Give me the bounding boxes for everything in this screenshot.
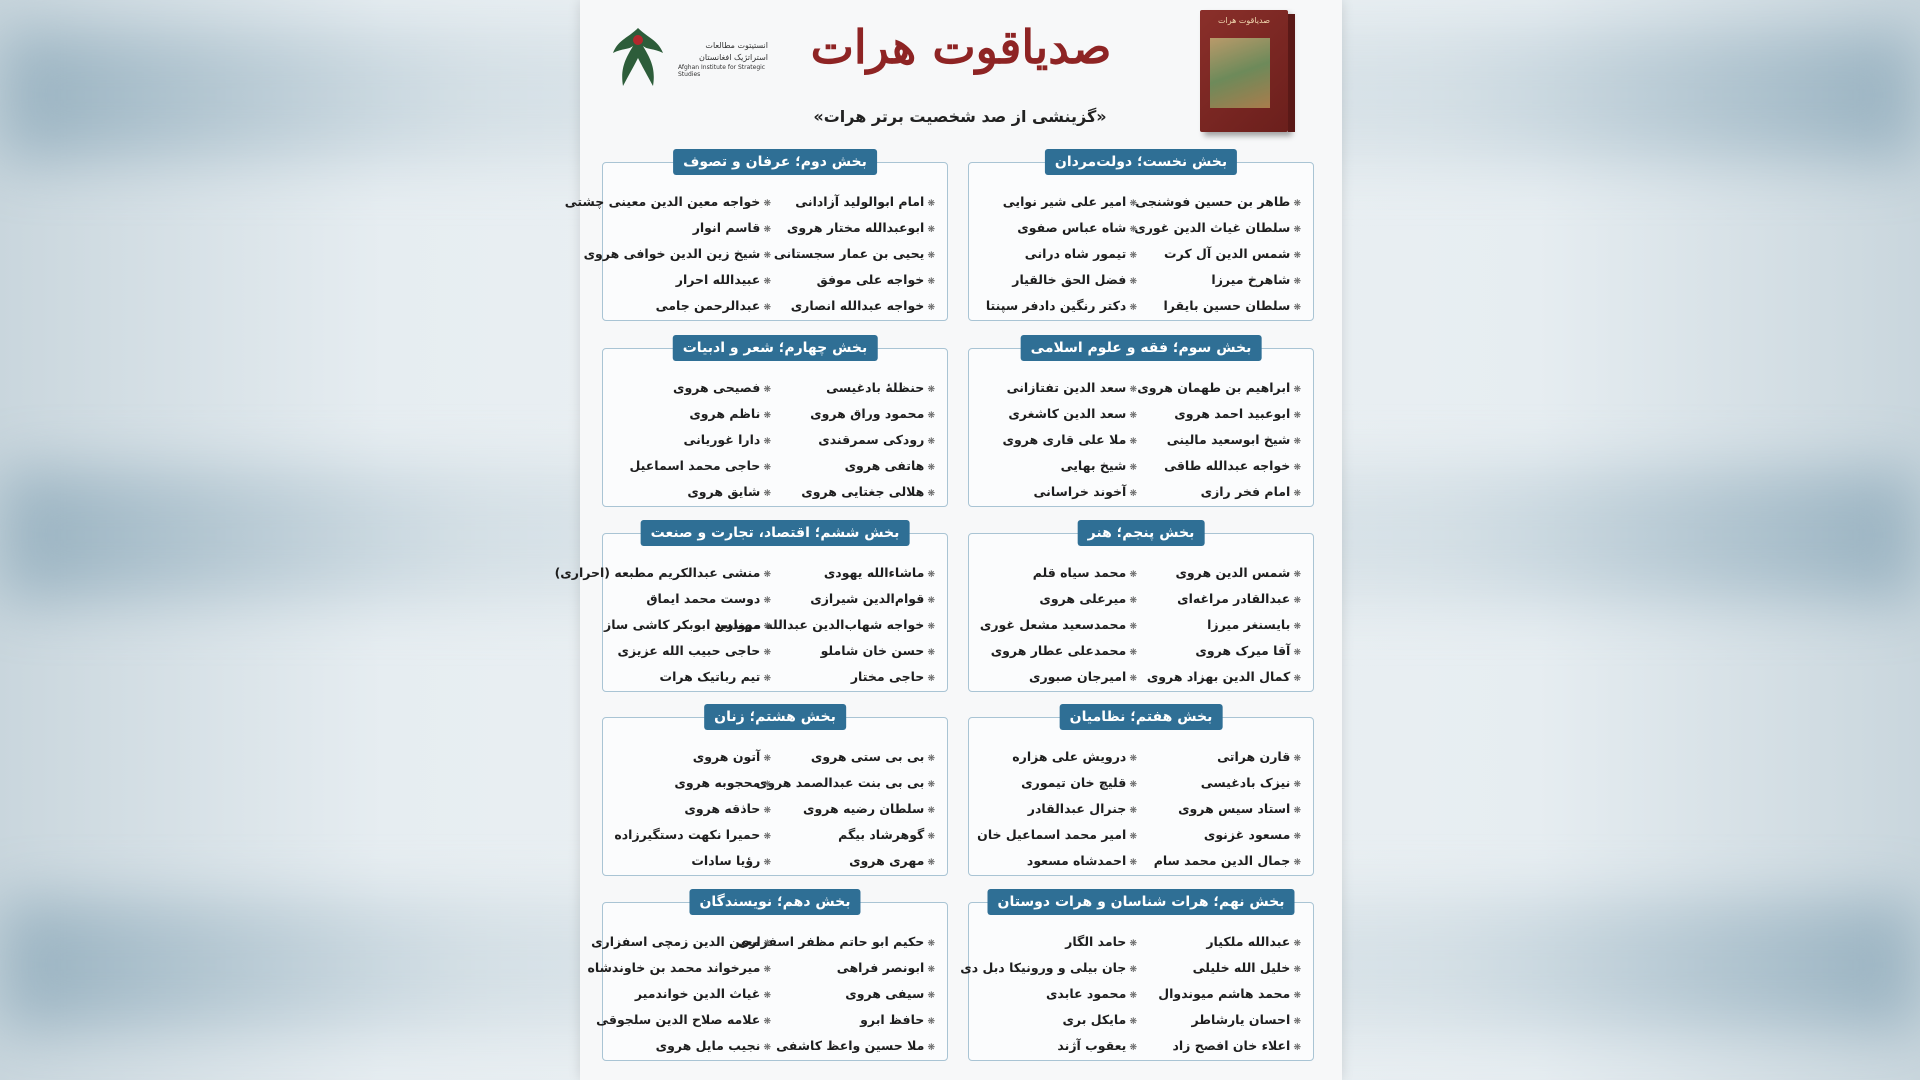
section-column bbox=[587, 929, 771, 1059]
person-name: ❋ قارن هراتی bbox=[1135, 744, 1301, 770]
person-name: ❋ امام فخر رازی bbox=[1135, 479, 1301, 505]
book-cover-title: صدیاقوت هرات bbox=[1217, 16, 1271, 25]
person-name: ❋ محمود عابدی bbox=[971, 981, 1137, 1007]
person-name: ❋ مهری هروی bbox=[769, 848, 935, 874]
person-name: ❋ آخوند خراسانی bbox=[971, 479, 1137, 505]
person-name: ❋ ملا حسین واعظ کاشفی bbox=[769, 1033, 935, 1059]
section-column bbox=[1135, 929, 1301, 1059]
person-name: ❋ ابوعبدالله مختار هروی bbox=[769, 215, 935, 241]
person-name: ❋ حاذقه هروی bbox=[605, 796, 771, 822]
person-name: ❋ استاد سیس هروی bbox=[1135, 796, 1301, 822]
person-name: ❋ کمال الدین بهزاد هروی bbox=[1135, 664, 1301, 690]
section-title: بخش پنجم؛ هنر bbox=[1078, 520, 1205, 546]
person-name: ❋ محمدسعید مشعل غوری bbox=[971, 612, 1137, 638]
person-name: ❋ حنظلهٔ بادغیسی bbox=[769, 375, 935, 401]
person-name: ❋ طاهر بن حسین فوشنجی bbox=[1135, 189, 1301, 215]
person-name: ❋ سلطان حسین بایقرا bbox=[1135, 293, 1301, 319]
person-name: ❋ عبیدالله احرار bbox=[605, 267, 771, 293]
section-title: بخش دوم؛ عرفان و تصوف bbox=[673, 149, 877, 175]
person-name: ❋ هاتفی هروی bbox=[769, 453, 935, 479]
person-name: ❋ آتون هروی bbox=[605, 744, 771, 770]
section-column bbox=[971, 560, 1137, 690]
section-panel bbox=[968, 709, 1314, 876]
person-name: ❋ بایسنغر میرزا bbox=[1135, 612, 1301, 638]
person-name: ❋ درویش علی هزاره bbox=[971, 744, 1137, 770]
person-name: ❋ امیر محمد اسماعیل خان bbox=[971, 822, 1137, 848]
section-column bbox=[564, 189, 771, 319]
person-name: ❋ شایق هروی bbox=[605, 479, 771, 505]
person-name: ❋ هلالی جغتایی هروی bbox=[769, 479, 935, 505]
person-name: ❋ فضل الحق خالقیار bbox=[971, 267, 1137, 293]
section-column bbox=[960, 929, 1137, 1059]
poster-header bbox=[580, 0, 1342, 150]
person-name: ❋ سیفی هروی bbox=[769, 981, 935, 1007]
person-name: ❋ ملا علی قاری هروی bbox=[971, 427, 1137, 453]
person-name: ❋ دوست محمد ایماق bbox=[605, 586, 771, 612]
person-name: ❋ بی بی ستی هروی bbox=[769, 744, 935, 770]
person-name: ❋ حاجی مختار bbox=[769, 664, 935, 690]
section-column bbox=[1135, 744, 1301, 874]
section-column bbox=[971, 744, 1137, 874]
person-name: ❋ احسان یارشاطر bbox=[1135, 1007, 1301, 1033]
person-name: ❋ آقا میرک هروی bbox=[1135, 638, 1301, 664]
person-name: ❋ جان بیلی و ورونیکا دبل دی bbox=[971, 955, 1137, 981]
person-name: ❋ ناظم هروی bbox=[605, 401, 771, 427]
section-panel bbox=[960, 894, 1314, 1061]
person-name: ❋ قوام‌الدین شیرازی bbox=[769, 586, 935, 612]
person-name: ❋ دکتر رنگین دادفر سپنتا bbox=[971, 293, 1137, 319]
section-panel bbox=[968, 154, 1314, 321]
person-name: ❋ ابونصر فراهی bbox=[769, 955, 935, 981]
section-column bbox=[1135, 375, 1301, 505]
person-name: ❋ یحیی بن عمار سجستانی bbox=[769, 241, 935, 267]
person-name: ❋ ابراهیم بن طهمان هروی bbox=[1135, 375, 1301, 401]
person-name: ❋ غیاث الدین خواندمیر bbox=[605, 981, 771, 1007]
section-column bbox=[1135, 189, 1301, 319]
section-panel bbox=[587, 894, 948, 1061]
section-column bbox=[605, 375, 771, 505]
person-name: ❋ امیرجان صبوری bbox=[971, 664, 1137, 690]
person-name: ❋ محمود وراق هروی bbox=[769, 401, 935, 427]
person-name: ❋ بی بی بنت عبدالصمد هروی bbox=[769, 770, 935, 796]
logo-text-fa: انستیتوت مطالعات استراتژیک افغانستان bbox=[699, 41, 768, 62]
person-name: ❋ تیم رباتیک هرات bbox=[605, 664, 771, 690]
person-name: ❋ خواجه علی موفق bbox=[769, 267, 935, 293]
person-name: ❋ خواجه عبدالله انصاری bbox=[769, 293, 935, 319]
person-name: ❋ حکیم ابو حاتم مظفر اسفزاری bbox=[769, 929, 935, 955]
person-name: ❋ قاسم انوار bbox=[605, 215, 771, 241]
section-column bbox=[714, 560, 935, 690]
section-title: بخش هشتم؛ زنان bbox=[704, 704, 846, 730]
person-name: ❋ شاهرخ میرزا bbox=[1135, 267, 1301, 293]
person-name: ❋ قلیچ خان تیموری bbox=[971, 770, 1137, 796]
section-title: بخش دهم؛ نویسندگان bbox=[689, 889, 860, 915]
person-name: ❋ سعد الدین تفتازانی bbox=[971, 375, 1137, 401]
person-name: ❋ دارا غوریانی bbox=[605, 427, 771, 453]
section-title: بخش نهم؛ هرات شناسان و هرات دوستان bbox=[987, 889, 1294, 915]
book-cover-image bbox=[1200, 10, 1288, 132]
section-title: بخش هفتم؛ نظامیان bbox=[1060, 704, 1223, 730]
person-name: ❋ ماشاءالله یهودی bbox=[769, 560, 935, 586]
logo-text-en: Afghan Institute for Strategic Studies bbox=[678, 64, 766, 78]
person-name: ❋ شیخ زین الدین خوافی هروی bbox=[605, 241, 771, 267]
person-name: ❋ محمدعلی عطار هروی bbox=[971, 638, 1137, 664]
person-name: ❋ خواجه معین الدین معینی چشتی bbox=[605, 189, 771, 215]
person-name: ❋ عبدالرحمن جامی bbox=[605, 293, 771, 319]
page-title: صدیاقوت هرات bbox=[810, 20, 1112, 74]
person-name: ❋ معین الدین زمچی اسفزاری bbox=[605, 929, 771, 955]
person-name: ❋ سعد الدین کاشغری bbox=[971, 401, 1137, 427]
person-name: ❋ شیخ ابوسعید مالینی bbox=[1135, 427, 1301, 453]
person-name: ❋ جمال الدین محمد سام bbox=[1135, 848, 1301, 874]
person-name: ❋ حمیرا نکهت دستگیرزاده bbox=[605, 822, 771, 848]
person-name: ❋ خلیل الله خلیلی bbox=[1135, 955, 1301, 981]
phoenix-icon bbox=[608, 18, 668, 98]
person-name: ❋ خواجه شهاب‌الدین عبدالله مروارید bbox=[769, 612, 935, 638]
person-name: ❋ محمد هاشم میوندوال bbox=[1135, 981, 1301, 1007]
person-name: ❋ نیزک بادغیسی bbox=[1135, 770, 1301, 796]
person-name: ❋ میرعلی هروی bbox=[971, 586, 1137, 612]
section-column bbox=[554, 560, 771, 690]
person-name: ❋ مهندس ابوبکر کاشی ساز bbox=[605, 612, 771, 638]
section-title: بخش چهارم؛ شعر و ادبیات bbox=[673, 335, 878, 361]
section-title: بخش نخست؛ دولت‌مردان bbox=[1045, 149, 1237, 175]
section-column bbox=[769, 189, 935, 319]
section-panel bbox=[602, 340, 948, 507]
person-name: ❋ فصیحی هروی bbox=[605, 375, 771, 401]
person-name: ❋ محجوبه هروی bbox=[605, 770, 771, 796]
section-title: بخش سوم؛ فقه و علوم اسلامی bbox=[1021, 335, 1262, 361]
person-name: ❋ شیخ بهایی bbox=[971, 453, 1137, 479]
page-subtitle: «گزینشی از صد شخصیت برتر هرات» bbox=[813, 107, 1107, 126]
person-name: ❋ شمس الدین هروی bbox=[1135, 560, 1301, 586]
person-name: ❋ احمدشاه مسعود bbox=[971, 848, 1137, 874]
section-panel bbox=[602, 709, 948, 876]
person-name: ❋ حاجی حبیب الله عزیزی bbox=[605, 638, 771, 664]
section-column bbox=[605, 744, 771, 874]
section-panel bbox=[554, 525, 948, 692]
person-name: ❋ امیر علی شیر نوایی bbox=[971, 189, 1137, 215]
person-name: ❋ اعلاء خان افصح زاد bbox=[1135, 1033, 1301, 1059]
person-name: ❋ منشی عبدالکریم مطبعه (احراری) bbox=[605, 560, 771, 586]
person-name: ❋ مسعود غزنوی bbox=[1135, 822, 1301, 848]
person-name: ❋ جنرال عبدالقادر bbox=[971, 796, 1137, 822]
person-name: ❋ تیمور شاه درانی bbox=[971, 241, 1137, 267]
person-name: ❋ نجیب مایل هروی bbox=[605, 1033, 771, 1059]
person-name: ❋ یعقوب آژند bbox=[971, 1033, 1137, 1059]
person-name: ❋ ابوعبید احمد هروی bbox=[1135, 401, 1301, 427]
person-name: ❋ حسن خان شاملو bbox=[769, 638, 935, 664]
person-name: ❋ شاه عباس صفوی bbox=[971, 215, 1137, 241]
person-name: ❋ میرخواند محمد بن خاوندشاه bbox=[605, 955, 771, 981]
poster bbox=[554, 0, 1342, 1080]
person-name: ❋ رودکی سمرقندی bbox=[769, 427, 935, 453]
person-name: ❋ عبدالله ملکیار bbox=[1135, 929, 1301, 955]
section-column bbox=[1135, 560, 1301, 690]
person-name: ❋ حاجی محمد اسماعیل bbox=[605, 453, 771, 479]
person-name: ❋ محمد سیاه قلم bbox=[971, 560, 1137, 586]
section-panel bbox=[968, 525, 1314, 692]
section-column bbox=[971, 189, 1137, 319]
person-name: ❋ سلطان غیاث الدین غوری bbox=[1135, 215, 1301, 241]
person-name: ❋ علامه صلاح الدین سلجوقی bbox=[605, 1007, 771, 1033]
section-column bbox=[971, 375, 1137, 505]
person-name: ❋ حافظ ابرو bbox=[769, 1007, 935, 1033]
person-name: ❋ گوهرشاد بیگم bbox=[769, 822, 935, 848]
person-name: ❋ امام ابوالولید آزادانی bbox=[769, 189, 935, 215]
section-panel bbox=[968, 340, 1314, 507]
person-name: ❋ مایکل بری bbox=[971, 1007, 1137, 1033]
section-column bbox=[755, 744, 935, 874]
person-name: ❋ عبدالقادر مراغه‌ای bbox=[1135, 586, 1301, 612]
person-name: ❋ سلطان رضیه هروی bbox=[769, 796, 935, 822]
person-name: ❋ حامد الگار bbox=[971, 929, 1137, 955]
person-name: ❋ شمس الدین آل کرت bbox=[1135, 241, 1301, 267]
person-name: ❋ خواجه عبدالله طاقی bbox=[1135, 453, 1301, 479]
section-title: بخش ششم؛ اقتصاد، تجارت و صنعت bbox=[641, 520, 910, 546]
section-column bbox=[737, 929, 935, 1059]
section-column bbox=[769, 375, 935, 505]
institute-logo bbox=[608, 18, 768, 98]
section-panel bbox=[564, 154, 948, 321]
person-name: ❋ رؤیا سادات bbox=[605, 848, 771, 874]
